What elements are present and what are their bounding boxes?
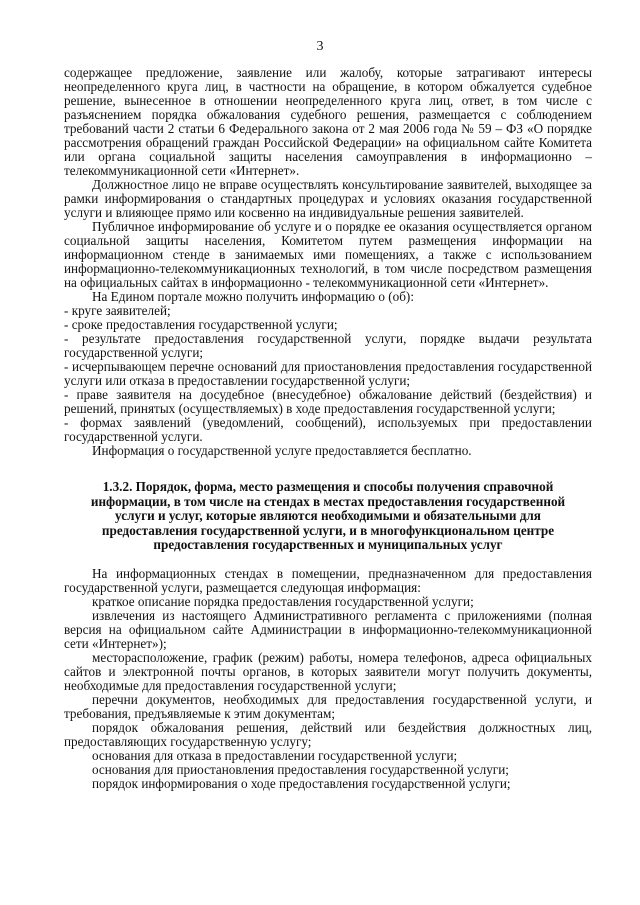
list-item: - исчерпывающем перечне оснований для приостановления предоставления государственной услуги или отказа в предоставлении государственной услуги; xyxy=(64,359,592,388)
list-item: основания для приостановления предоставления государственной услуги; xyxy=(92,761,509,777)
paragraph-public-informing: Публичное информирование об услуге и о порядке ее оказания осуществляется органом социальной защиты населения, Комитетом путем размещения информации на информационном стенде в занимаемых ими помещениях, а также с использованием информационно-телекоммуникационных технологий, в том числе посредством размещения на официальных сайтах в информационно - телекоммуникационной сети «Интернет». xyxy=(64,219,592,290)
list-item: месторасположение, график (режим) работы, номера телефонов, адреса официальных сайтов и электронной почты органов, в которых заявители могут получить документы, необходимые для предоставления государственной услуги; xyxy=(64,649,592,693)
portal-info-list xyxy=(64,304,592,444)
list-item: - круге заявителей; xyxy=(64,303,171,318)
list-item: перечни документов, необходимых для предоставления государственной услуги, и требования, предъявляемые к этим документам; xyxy=(64,691,592,721)
section-heading: 1.3.2. Порядок, форма, место размещения и способы получения справочной информации, в том числе на стендах в местах предоставления государственной услуги и услуг, которые являются необходимыми и обязательными для предоставления государственной услуги, и в многофункциональном центре предоставления государственных и муниципальных услуг xyxy=(90,479,566,552)
stand-info-list xyxy=(64,595,592,791)
list-item: - результате предоставления государственной услуги, порядке выдачи результата государственной услуги; xyxy=(64,331,592,360)
list-item: - сроке предоставления государственной услуги; xyxy=(64,317,338,332)
paragraph-continuation: содержащее предложение, заявление или жалобу, которые затрагивают интересы неопределенного круга лиц, в частности на обращение, в котором обжалуется судебное решение, вынесенное в отношении неопределенного круга лиц, ответ, в том числе с разъяснением порядка обжалования судебного решения, размещается с соблюдением требований части 2 статьи 6 Федерального закона от 2 мая 2006 года № 59 – ФЗ «О порядке рассмотрения обращений граждан Российской Федерации» на официальном сайте Комитета или органа социальной защиты населения самоуправления в информационно – телекоммуникационной сети «Интернет». xyxy=(64,65,592,178)
list-item: извлечения из настоящего Административного регламента с приложениями (полная версия на официальном сайте Администрации в информационно-телекоммуникационной сети «Интернет»); xyxy=(64,607,592,651)
document-body xyxy=(64,66,592,791)
list-item: порядок обжалования решения, действий или бездействия должностных лиц, предоставляющих государственную услугу; xyxy=(64,719,592,749)
paragraph-free-info: Информация о государственной услуге предоставляется бесплатно. xyxy=(92,443,472,458)
list-item: - формах заявлений (уведомлений, сообщений), используемых при предоставлении государственной услуги. xyxy=(64,415,592,444)
list-item: порядок информирования о ходе предоставления государственной услуги; xyxy=(92,775,511,791)
paragraph-portal-intro: На Едином портале можно получить информацию о (об): xyxy=(92,289,414,304)
list-item: - праве заявителя на досудебное (внесудебное) обжалование действий (бездействия) и решений, принятых (осуществляемых) в ходе предоставления государственной услуги; xyxy=(64,387,592,416)
list-item: основания для отказа в предоставлении государственной услуги; xyxy=(92,747,458,763)
page-number: 3 xyxy=(316,39,324,54)
paragraph-stand-intro: На информационных стендах в помещении, предназначенном для предоставления государственной услуги, размещается следующая информация: xyxy=(64,565,592,595)
paragraph-consultation-limit: Должностное лицо не вправе осуществлять консультирование заявителей, выходящее за рамки информирования о стандартных процедурах и условиях оказания государственной услуги и влияющее прямо или косвенно на индивидуальные решения заявителей. xyxy=(64,177,592,220)
list-item: краткое описание порядка предоставления государственной услуги; xyxy=(92,593,474,609)
